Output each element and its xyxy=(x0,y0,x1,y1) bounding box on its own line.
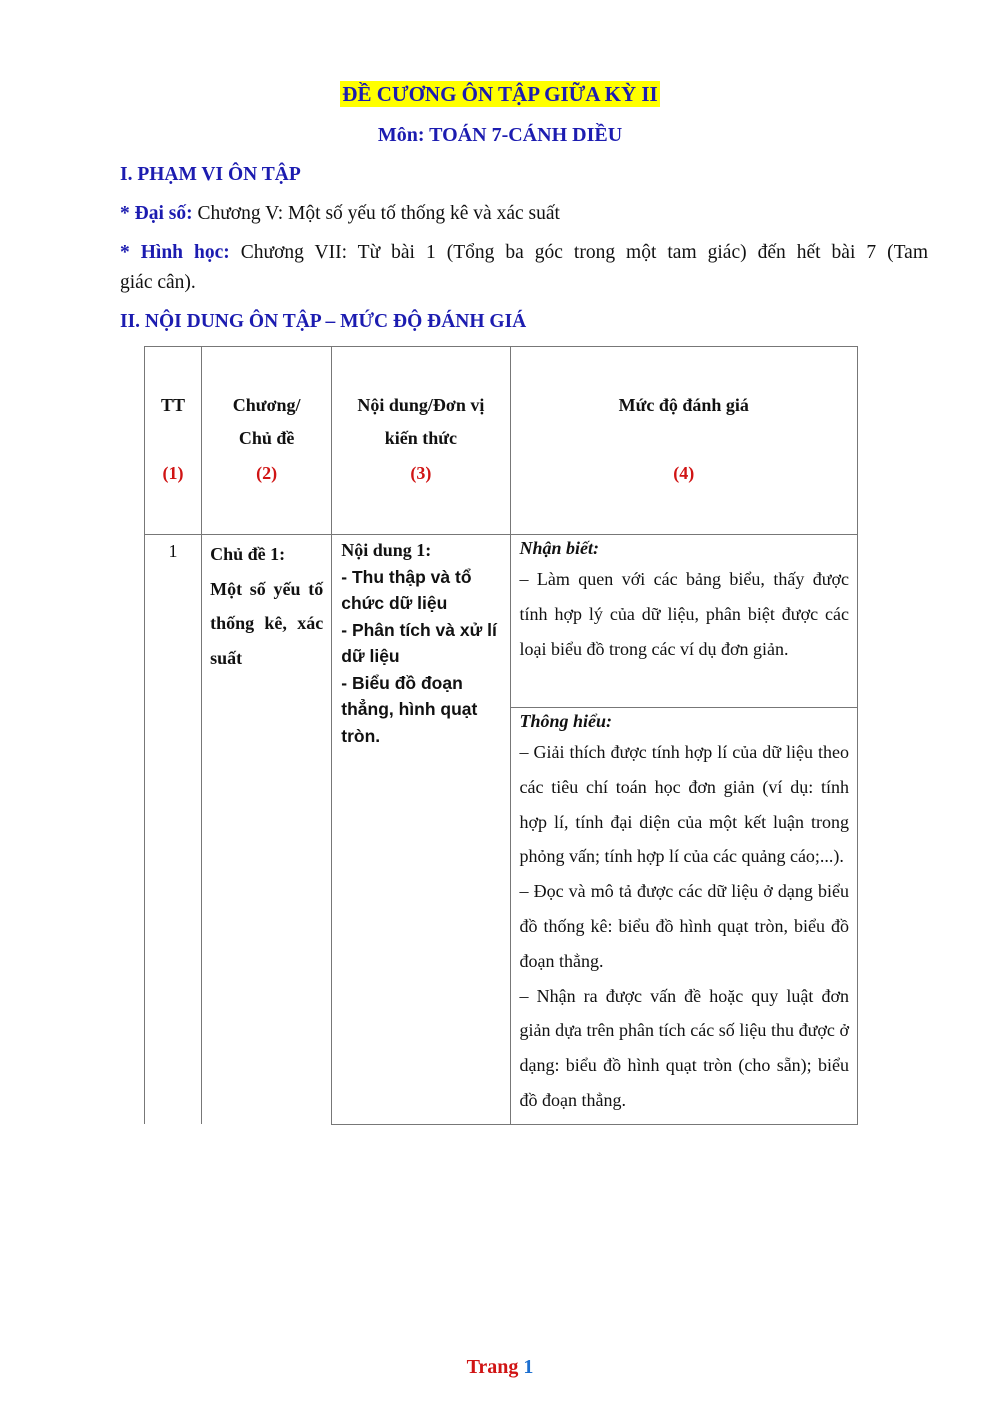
level-recognition-title: Nhận biết: xyxy=(519,538,600,558)
assessment-table xyxy=(144,346,858,1125)
row-content xyxy=(332,535,510,1125)
topic-text: Một số yếu tố thống kê, xác suất xyxy=(210,578,324,668)
header-level-num: (4) xyxy=(673,463,695,483)
algebra-text: Chương V: Một số yếu tố thống kê và xác suất xyxy=(192,203,560,224)
level-recognition xyxy=(510,535,858,708)
section-heading-scope: I. PHẠM VI ÔN TẬP xyxy=(120,164,301,185)
header-level xyxy=(510,347,858,535)
geometry-line-1 xyxy=(120,238,928,268)
header-content-label2: kiến thức xyxy=(384,428,458,448)
header-level-label: Mức độ đánh giá xyxy=(618,395,749,415)
geometry-label: * Hình học: xyxy=(120,242,230,263)
content-item: - Thu thập và tổ chức dữ liệu xyxy=(341,566,472,613)
topic-title: Chủ đề 1: xyxy=(210,544,286,564)
level-understanding-item: – Giải thích được tính hợp lí của dữ liệu theo các tiêu chí toán học đơn giản (ví dụ: tính hợp lí, tính đại diện của một kết luận trong phỏng vấn; tính hợp lí của các quảng cáo;...). xyxy=(519,742,849,867)
geometry-text: Chương VII: Từ bài 1 (Tổng ba góc trong một tam giác) đến hết bài 7 (Tam xyxy=(229,242,928,263)
header-chapter xyxy=(202,347,332,535)
table-header-row xyxy=(145,347,858,535)
section-heading-content: II. NỘI DUNG ÔN TẬP – MỨC ĐỘ ĐÁNH GIÁ xyxy=(120,311,527,332)
header-chapter-num: (2) xyxy=(256,463,278,483)
header-tt-label: TT xyxy=(161,395,186,415)
header-content-label: Nội dung/Đơn vị xyxy=(357,395,485,415)
level-understanding-item: – Đọc và mô tả được các dữ liệu ở dạng biểu đồ thống kê: biểu đồ hình quạt tròn, biểu đồ đoạn thẳng. xyxy=(519,881,849,971)
document-title: ĐỀ CƯƠNG ÔN TẬP GIỮA KỲ II xyxy=(342,82,658,106)
level-understanding xyxy=(510,708,858,1125)
algebra-label: * Đại số: xyxy=(120,203,193,224)
row-topic xyxy=(202,535,332,1125)
header-tt-num: (1) xyxy=(162,463,184,483)
header-tt xyxy=(145,347,202,535)
content-item: - Biểu đồ đoạn thẳng, hình quạt tròn. xyxy=(341,672,478,746)
content-item: - Phân tích và xử lí dữ liệu xyxy=(341,619,497,666)
content-title: Nội dung 1: xyxy=(341,540,432,560)
header-level-label2 xyxy=(511,422,858,455)
header-chapter-label2: Chủ đề xyxy=(238,428,295,448)
document-subtitle: Môn: TOÁN 7-CÁNH DIỀU xyxy=(377,124,623,146)
header-content xyxy=(332,347,510,535)
level-recognition-text: – Làm quen với các bảng biểu, thấy được tính hợp lý của dữ liệu, phân biệt được các loại biểu đồ trong các ví dụ đơn giản. xyxy=(519,569,849,659)
header-tt-label2 xyxy=(145,422,201,455)
geometry-line-2: giác cân). xyxy=(120,272,196,293)
row-tt: 1 xyxy=(145,535,202,1125)
page-label: Trang xyxy=(466,1356,519,1378)
page-footer xyxy=(0,1356,1000,1379)
level-understanding-item: – Nhận ra được vấn đề hoặc quy luật đơn giản dựa trên phân tích các số liệu thu được ở dạng: biểu đồ hình quạt tròn (cho sẵn); biểu đồ đoạn thẳng. xyxy=(519,985,849,1110)
table-row xyxy=(145,535,858,708)
level-understanding-title: Thông hiểu: xyxy=(519,711,613,731)
page-number: 1 xyxy=(523,1356,534,1378)
header-chapter-label: Chương/ xyxy=(232,395,301,415)
geometry-line xyxy=(120,238,928,298)
header-content-num: (3) xyxy=(410,463,432,483)
algebra-line xyxy=(120,199,928,229)
